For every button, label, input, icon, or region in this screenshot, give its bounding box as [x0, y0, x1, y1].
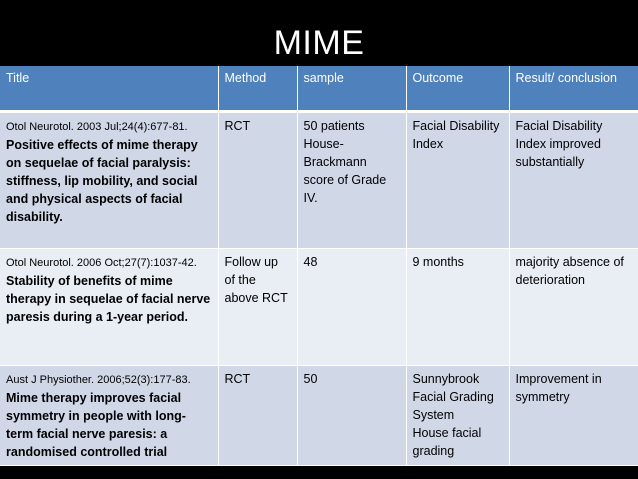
studies-table	[0, 66, 638, 466]
result-cell: Facial Disability Index improved substantially	[509, 112, 638, 249]
citation-text: Otol Neurotol. 2006 Oct;27(7):1037-42.	[6, 257, 197, 269]
header-sample: sample	[297, 66, 406, 112]
study-title: Mime therapy improves facial symmetry in people with long-term facial nerve paresis: a randomised controlled trial	[6, 391, 186, 459]
outcome-cell: Sunnybrook Facial Grading System House facial grading	[406, 366, 509, 466]
method-cell: RCT	[218, 366, 297, 466]
header-method: Method	[218, 66, 297, 112]
study-title: Stability of benefits of mime therapy in sequelae of facial nerve paresis during a 1-year period.	[6, 274, 211, 324]
title-cell	[0, 112, 218, 249]
title-cell	[0, 366, 218, 466]
result-cell: majority absence of deterioration	[509, 249, 638, 366]
header-outcome: Outcome	[406, 66, 509, 112]
outcome-cell: Facial Disability Index	[406, 112, 509, 249]
header-result: Result/ conclusion	[509, 66, 638, 112]
outcome-cell: 9 months	[406, 249, 509, 366]
sample-cell: 50	[297, 366, 406, 466]
citation-text: Aust J Physiother. 2006;52(3):177-83.	[6, 374, 191, 386]
result-cell: Improvement in symmetry	[509, 366, 638, 466]
sample-cell: 48	[297, 249, 406, 366]
study-title: Positive effects of mime therapy on sequelae of facial paralysis: stiffness, lip mobility, and social and physical aspects of facial disability.	[6, 138, 198, 224]
header-row	[0, 66, 638, 112]
slide-title: MIME	[273, 24, 365, 62]
title-cell	[0, 249, 218, 366]
sample-cell: 50 patients House-Brackmann score of Grade IV.	[297, 112, 406, 249]
table-row	[0, 249, 638, 366]
table-row	[0, 112, 638, 249]
method-cell: RCT	[218, 112, 297, 249]
method-cell: Follow up of the above RCT	[218, 249, 297, 366]
table-row	[0, 366, 638, 466]
citation-text: Otol Neurotol. 2003 Jul;24(4):677-81.	[6, 121, 188, 133]
header-title: Title	[0, 66, 218, 112]
